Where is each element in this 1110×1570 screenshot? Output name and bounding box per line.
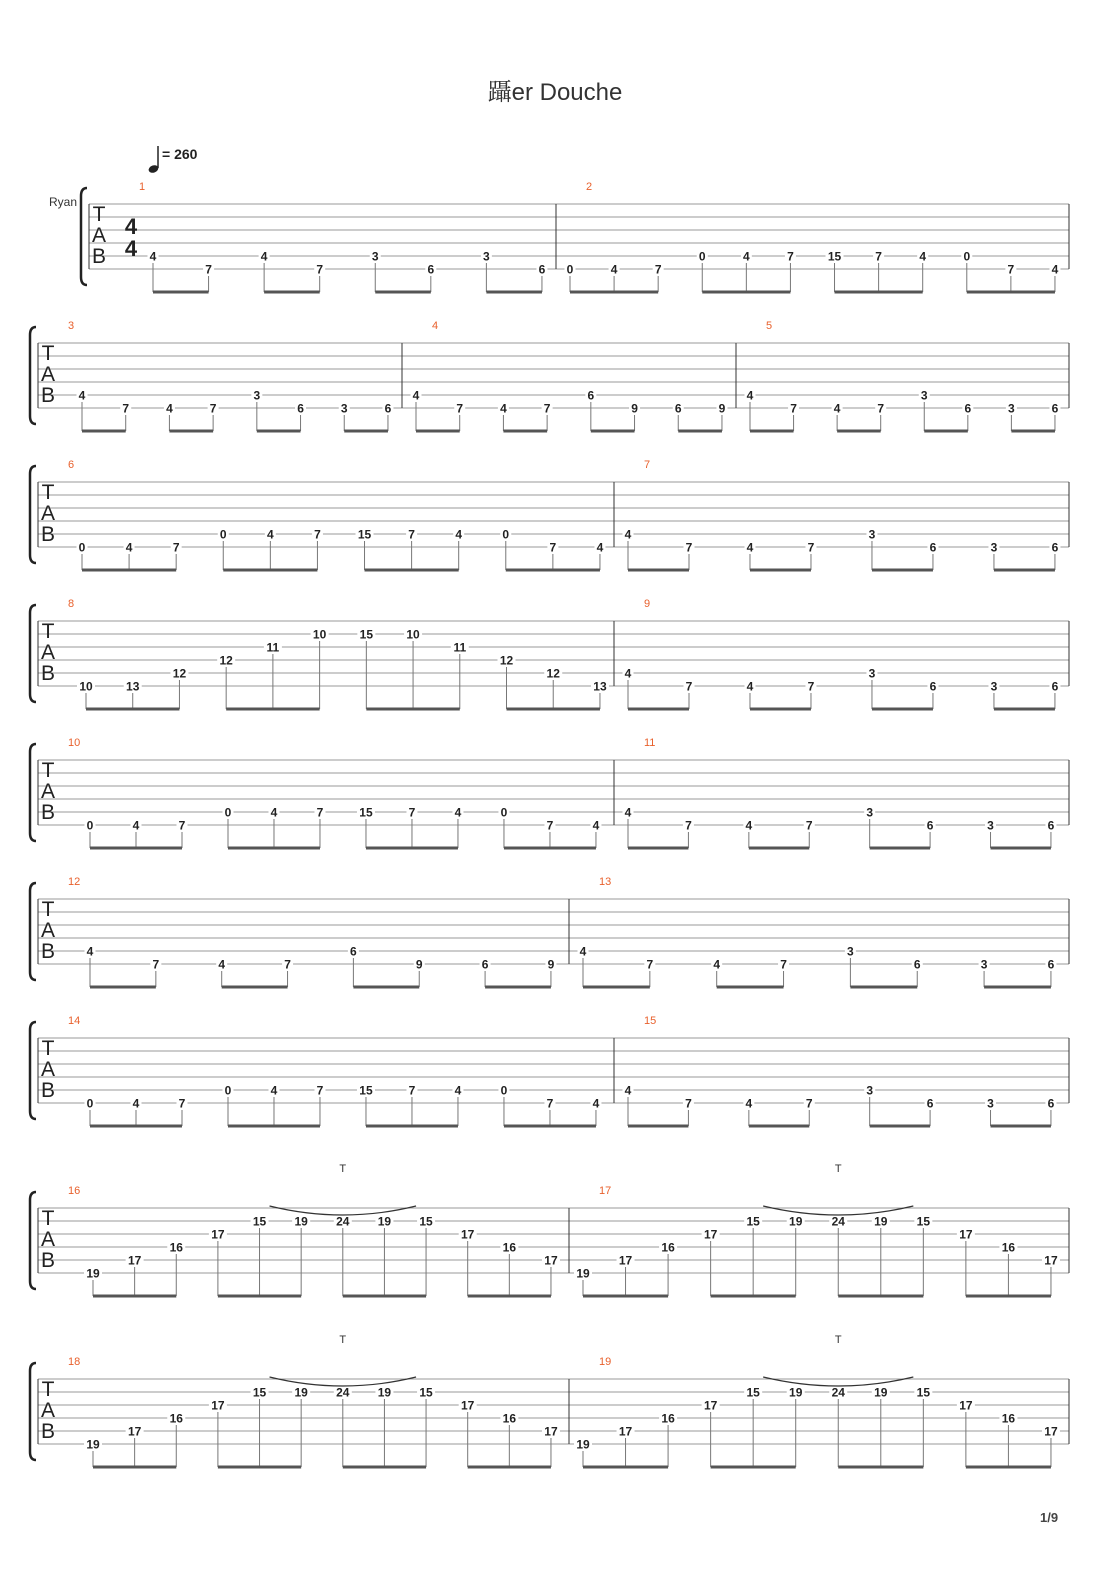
- fret-number: 10: [79, 679, 93, 694]
- fret-number: 7: [875, 249, 882, 264]
- measure-number: 18: [68, 1356, 81, 1368]
- fret-number: 3: [340, 401, 348, 416]
- fret-number: 0: [500, 805, 508, 820]
- fret-number: 17: [211, 1227, 225, 1242]
- fret-number: 4: [745, 1096, 753, 1111]
- fret-number: 15: [916, 1214, 931, 1229]
- fret-number: 4: [624, 527, 632, 542]
- fret-number: 17: [544, 1253, 558, 1268]
- fret-number: 4: [455, 527, 463, 542]
- fret-number: 4: [579, 944, 587, 959]
- fret-number: 7: [316, 805, 324, 820]
- fret-number: 17: [959, 1227, 973, 1242]
- fret-number: 4: [454, 805, 462, 820]
- fret-number: 6: [1051, 540, 1059, 555]
- fret-number: 7: [685, 818, 692, 833]
- tab-clef-b: B: [40, 1079, 56, 1102]
- fret-number: 4: [833, 401, 841, 416]
- fret-number: 15: [419, 1385, 433, 1400]
- fret-number: 16: [1001, 1240, 1016, 1255]
- measure-number: 6: [68, 459, 75, 471]
- tab-clef-t: T: [41, 1037, 55, 1060]
- fret-number: 4: [78, 388, 86, 403]
- fret-number: 3: [253, 388, 261, 403]
- fret-number: 13: [593, 679, 607, 694]
- fret-number: 19: [294, 1385, 308, 1400]
- fret-number: 17: [618, 1253, 633, 1268]
- fret-number: 4: [132, 1096, 140, 1111]
- fret-number: 17: [703, 1227, 718, 1242]
- tap-marker: T: [339, 1163, 347, 1175]
- fret-number: 15: [827, 249, 842, 264]
- fret-number: 15: [252, 1385, 267, 1400]
- fret-number: 7: [685, 679, 693, 694]
- fret-number: 16: [169, 1411, 183, 1426]
- fret-number: 4: [624, 666, 632, 681]
- fret-number: 4: [166, 401, 173, 416]
- fret-number: 6: [1047, 1096, 1055, 1111]
- fret-number: 19: [576, 1266, 590, 1281]
- fret-number: 7: [685, 540, 693, 555]
- fret-number: 7: [685, 1096, 692, 1111]
- fret-number: 15: [419, 1214, 433, 1229]
- fret-number: 12: [546, 666, 560, 681]
- fret-number: 4: [610, 262, 618, 277]
- page-title: 躡er Douche: [487, 79, 623, 106]
- tap-marker: T: [834, 1163, 842, 1175]
- measure-number: 11: [644, 737, 656, 749]
- tab-clef-t: T: [41, 342, 55, 365]
- measure-number: 5: [766, 320, 773, 332]
- fret-number: 0: [502, 527, 510, 542]
- fret-number: 19: [377, 1214, 392, 1229]
- system-bracket: [30, 466, 36, 563]
- measure-number: 15: [644, 1015, 657, 1027]
- fret-number: 7: [787, 249, 794, 264]
- measure-number: 2: [586, 181, 593, 193]
- tab-clef-a: A: [40, 919, 56, 942]
- fret-number: 4: [267, 527, 274, 542]
- fret-number: 17: [1044, 1424, 1058, 1439]
- fret-number: 9: [415, 957, 423, 972]
- fret-number: 17: [703, 1398, 718, 1413]
- system-bracket: [30, 1022, 36, 1119]
- fret-number: 19: [377, 1385, 392, 1400]
- fret-number: 15: [359, 1083, 373, 1098]
- fret-number: 19: [576, 1437, 590, 1452]
- fret-number: 7: [807, 540, 815, 555]
- fret-number: 4: [746, 388, 754, 403]
- fret-number: 17: [127, 1424, 142, 1439]
- fret-number: 24: [336, 1214, 350, 1229]
- measure-number: 17: [599, 1185, 612, 1197]
- time-signature-bottom: 4: [124, 236, 138, 261]
- fret-number: 3: [987, 1096, 994, 1111]
- fret-number: 19: [789, 1214, 803, 1229]
- fret-number: 13: [126, 679, 140, 694]
- measure-number: 7: [644, 459, 651, 471]
- fret-number: 16: [661, 1411, 675, 1426]
- fret-number: 15: [916, 1385, 931, 1400]
- fret-number: 24: [336, 1385, 350, 1400]
- fret-number: 7: [122, 401, 130, 416]
- measure-number: 13: [599, 876, 612, 888]
- fret-number: 4: [500, 401, 507, 416]
- page-number: 1/9: [1040, 1510, 1059, 1525]
- fret-number: 9: [631, 401, 638, 416]
- fret-number: 7: [546, 818, 554, 833]
- tab-clef-t: T: [41, 759, 55, 782]
- measure-number: 9: [644, 598, 651, 610]
- measure-number: 16: [68, 1185, 81, 1197]
- fret-number: 24: [831, 1214, 845, 1229]
- fret-number: 4: [596, 540, 604, 555]
- fret-number: 15: [746, 1214, 760, 1229]
- measure-number: 12: [68, 876, 81, 888]
- fret-number: 9: [718, 401, 726, 416]
- system-bracket: [30, 327, 36, 424]
- fret-number: 3: [987, 818, 994, 833]
- tab-clef-t: T: [41, 1378, 55, 1401]
- fret-number: 4: [745, 818, 753, 833]
- fret-number: 11: [266, 640, 280, 655]
- fret-number: 7: [209, 401, 217, 416]
- fret-number: 6: [1047, 957, 1055, 972]
- tap-marker: T: [834, 1334, 842, 1346]
- fret-number: 6: [587, 388, 595, 403]
- tab-clef-b: B: [91, 245, 107, 268]
- fret-number: 7: [152, 957, 160, 972]
- fret-number: 4: [713, 957, 721, 972]
- fret-number: 6: [350, 944, 357, 959]
- fret-number: 6: [1047, 818, 1055, 833]
- fret-number: 3: [866, 805, 874, 820]
- fret-number: 0: [86, 818, 94, 833]
- fret-number: 6: [384, 401, 392, 416]
- fret-number: 6: [964, 401, 972, 416]
- fret-number: 7: [1007, 262, 1015, 277]
- fret-number: 6: [1051, 679, 1059, 694]
- fret-number: 6: [538, 262, 546, 277]
- fret-number: 19: [86, 1437, 100, 1452]
- fret-number: 6: [297, 401, 304, 416]
- fret-number: 17: [544, 1424, 558, 1439]
- tab-clef-t: T: [92, 203, 106, 226]
- tab-clef-a: A: [40, 641, 56, 664]
- fret-number: 16: [661, 1240, 675, 1255]
- fret-number: 4: [592, 818, 600, 833]
- fret-number: 10: [406, 627, 420, 642]
- tab-clef-t: T: [41, 898, 55, 921]
- tab-clef-a: A: [40, 363, 56, 386]
- fret-number: 7: [172, 540, 180, 555]
- fret-number: 3: [868, 527, 876, 542]
- fret-number: 17: [461, 1227, 475, 1242]
- fret-number: 17: [959, 1398, 973, 1413]
- fret-number: 3: [371, 249, 379, 264]
- fret-number: 4: [743, 249, 750, 264]
- system-bracket: [81, 188, 87, 285]
- fret-number: 7: [316, 262, 324, 277]
- tempo-marking: = 260: [162, 146, 198, 162]
- fret-number: 4: [132, 818, 140, 833]
- tab-clef-b: B: [40, 523, 56, 546]
- fret-number: 0: [224, 1083, 232, 1098]
- fret-number: 7: [877, 401, 885, 416]
- fret-number: 4: [746, 679, 754, 694]
- fret-number: 4: [454, 1083, 462, 1098]
- fret-number: 6: [1051, 401, 1059, 416]
- fret-number: 6: [929, 679, 937, 694]
- fret-number: 7: [284, 957, 291, 972]
- fret-number: 9: [547, 957, 555, 972]
- fret-number: 15: [359, 805, 373, 820]
- tab-clef-t: T: [41, 481, 55, 504]
- fret-number: 4: [218, 957, 226, 972]
- fret-number: 12: [219, 653, 233, 668]
- fret-number: 4: [125, 540, 133, 555]
- tab-clef-t: T: [41, 620, 55, 643]
- fret-number: 7: [790, 401, 797, 416]
- fret-number: 3: [990, 540, 998, 555]
- fret-number: 7: [456, 401, 464, 416]
- fret-number: 4: [592, 1096, 600, 1111]
- fret-number: 4: [86, 944, 94, 959]
- fret-number: 3: [847, 944, 854, 959]
- fret-number: 15: [359, 627, 374, 642]
- tab-clef-b: B: [40, 384, 56, 407]
- tab-clef-a: A: [40, 1228, 56, 1251]
- tab-clef-b: B: [40, 662, 56, 685]
- fret-number: 6: [929, 540, 937, 555]
- fret-number: 3: [483, 249, 490, 264]
- fret-number: 7: [546, 1096, 554, 1111]
- fret-number: 19: [789, 1385, 803, 1400]
- measure-number: 4: [432, 320, 439, 332]
- fret-number: 7: [205, 262, 212, 277]
- track-name: Ryan: [49, 195, 78, 209]
- fret-number: 0: [963, 249, 971, 264]
- fret-number: 4: [412, 388, 420, 403]
- fret-number: 7: [805, 818, 813, 833]
- measure-number: 10: [68, 737, 81, 749]
- fret-number: 4: [260, 249, 268, 264]
- fret-number: 0: [224, 805, 232, 820]
- fret-number: 4: [919, 249, 927, 264]
- tab-clef-b: B: [40, 1420, 56, 1443]
- measure-number: 3: [68, 320, 75, 332]
- tab-clef-b: B: [40, 1249, 56, 1272]
- tab-clef-t: T: [41, 1207, 55, 1230]
- fret-number: 7: [178, 818, 186, 833]
- fret-number: 7: [178, 1096, 186, 1111]
- fret-number: 19: [874, 1214, 888, 1229]
- system-bracket: [30, 605, 36, 702]
- measure-number: 14: [68, 1015, 81, 1027]
- fret-number: 7: [316, 1083, 324, 1098]
- fret-number: 3: [866, 1083, 874, 1098]
- fret-number: 24: [831, 1385, 845, 1400]
- fret-number: 17: [618, 1424, 633, 1439]
- fret-number: 11: [453, 640, 467, 655]
- fret-number: 0: [86, 1096, 94, 1111]
- fret-number: 12: [172, 666, 187, 681]
- fret-number: 16: [502, 1240, 517, 1255]
- system-bracket: [30, 1363, 36, 1460]
- fret-number: 4: [746, 540, 754, 555]
- fret-number: 4: [270, 805, 278, 820]
- fret-number: 4: [270, 1083, 278, 1098]
- measure-number: 1: [139, 181, 146, 193]
- fret-number: 4: [1051, 262, 1059, 277]
- fret-number: 3: [980, 957, 988, 972]
- system-bracket: [30, 883, 36, 980]
- fret-number: 4: [624, 805, 632, 820]
- fret-number: 4: [624, 1083, 632, 1098]
- tab-clef-a: A: [40, 780, 56, 803]
- time-signature-top: 4: [124, 214, 138, 239]
- fret-number: 7: [408, 805, 416, 820]
- fret-number: 7: [654, 262, 662, 277]
- fret-number: 0: [698, 249, 706, 264]
- tab-clef-a: A: [91, 224, 107, 247]
- fret-number: 15: [746, 1385, 760, 1400]
- fret-number: 19: [86, 1266, 100, 1281]
- fret-number: 16: [1001, 1411, 1016, 1426]
- fret-number: 3: [1008, 401, 1015, 416]
- fret-number: 6: [913, 957, 921, 972]
- fret-number: 7: [807, 679, 815, 694]
- fret-number: 6: [427, 262, 435, 277]
- system-bracket: [30, 1192, 36, 1289]
- tab-clef-b: B: [40, 801, 56, 824]
- fret-number: 0: [566, 262, 574, 277]
- fret-number: 15: [357, 527, 372, 542]
- fret-number: 7: [549, 540, 557, 555]
- fret-number: 7: [543, 401, 551, 416]
- fret-number: 0: [500, 1083, 508, 1098]
- fret-number: 17: [211, 1398, 225, 1413]
- tab-clef-a: A: [40, 1058, 56, 1081]
- tab-clef-a: A: [40, 1399, 56, 1422]
- fret-number: 19: [874, 1385, 888, 1400]
- fret-number: 3: [990, 679, 998, 694]
- fret-number: 17: [1044, 1253, 1058, 1268]
- fret-number: 16: [169, 1240, 183, 1255]
- fret-number: 3: [920, 388, 928, 403]
- tab-clef-a: A: [40, 502, 56, 525]
- measure-number: 8: [68, 598, 75, 610]
- fret-number: 7: [646, 957, 654, 972]
- fret-number: 7: [408, 1083, 416, 1098]
- fret-number: 6: [481, 957, 489, 972]
- fret-number: 17: [461, 1398, 475, 1413]
- fret-number: 7: [805, 1096, 813, 1111]
- fret-number: 17: [127, 1253, 142, 1268]
- system-bracket: [30, 744, 36, 841]
- fret-number: 7: [408, 527, 415, 542]
- fret-number: 3: [868, 666, 876, 681]
- fret-number: 6: [926, 818, 934, 833]
- fret-number: 0: [219, 527, 227, 542]
- fret-number: 6: [926, 1096, 934, 1111]
- tab-clef-b: B: [40, 940, 56, 963]
- fret-number: 4: [149, 249, 157, 264]
- fret-number: 0: [78, 540, 86, 555]
- fret-number: 10: [312, 627, 327, 642]
- fret-number: 12: [499, 653, 514, 668]
- fret-number: 19: [294, 1214, 308, 1229]
- tap-marker: T: [339, 1334, 347, 1346]
- fret-number: 7: [780, 957, 787, 972]
- fret-number: 7: [314, 527, 321, 542]
- fret-number: 15: [252, 1214, 267, 1229]
- fret-number: 16: [502, 1411, 517, 1426]
- measure-number: 19: [599, 1356, 612, 1368]
- fret-number: 6: [674, 401, 682, 416]
